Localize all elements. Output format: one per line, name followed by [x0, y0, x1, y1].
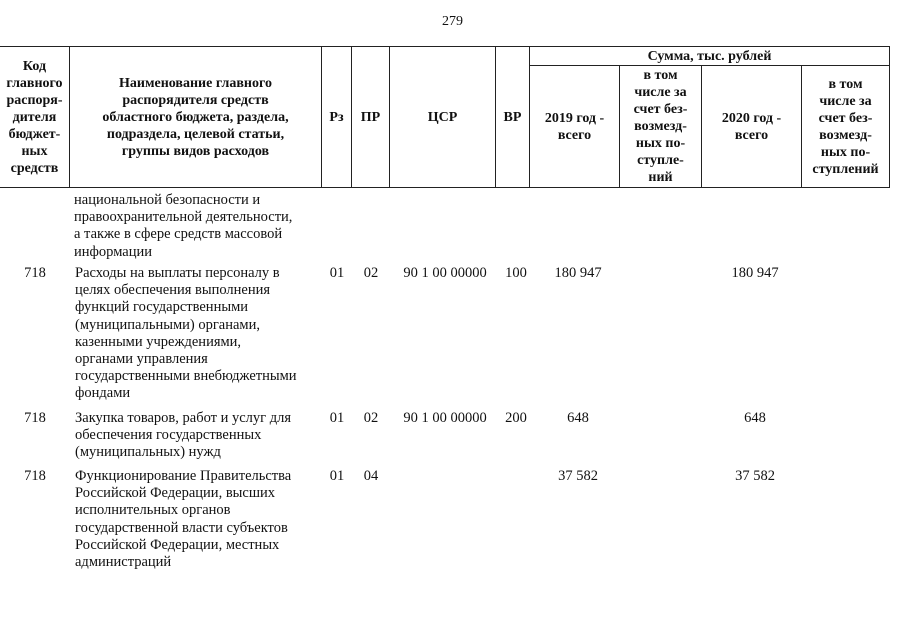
row-code: 718 — [24, 265, 46, 281]
row-2019-total: 180 947 — [554, 265, 602, 281]
row-csr: 90 1 00 00000 — [403, 410, 487, 426]
row-pr: 02 — [363, 265, 379, 281]
row-2019-total: 37 582 — [558, 468, 598, 484]
row-vr: 200 — [505, 410, 527, 426]
row-rz: 01 — [329, 468, 345, 484]
row-code: 718 — [24, 468, 46, 484]
header-vr: ВР — [496, 46, 530, 188]
header-code: Код главного распоря- дителя бюджет- ных средств — [0, 46, 70, 188]
row-2020-total: 180 947 — [731, 265, 779, 281]
header-2019-free: в том числе за счет без- возмезд- ных по- ступле- ний — [620, 66, 702, 188]
header-rz: Рз — [322, 46, 352, 188]
row-csr: 90 1 00 00000 — [403, 265, 487, 281]
header-name: Наименование главного распорядителя средств областного бюджета, раздела, подраздела, целевой статьи, группы видов расходов — [70, 46, 322, 188]
row-name: Закупка товаров, работ и услуг для обеспечения государственных (муниципальных) нужд — [75, 410, 292, 461]
header-2020-free: в том числе за счет без- возмезд- ных по- ступлений — [802, 66, 890, 188]
row-pr: 02 — [363, 410, 379, 426]
header-2020-total: 2020 год - всего — [702, 66, 802, 188]
row-2020-total: 648 — [744, 410, 766, 426]
row-rz: 01 — [329, 410, 345, 426]
row-name: Расходы на выплаты персоналу в целях обеспечения выполнения функций государственными (муниципальными) органами, казенными учреждениями, органами управления государственными внебюджетными фондами — [75, 265, 297, 402]
header-csr: ЦСР — [390, 46, 496, 188]
row-2020-total: 37 582 — [735, 468, 775, 484]
row-rz: 01 — [329, 265, 345, 281]
row-2019-total: 648 — [567, 410, 589, 426]
header-2019-total: 2019 год - всего — [530, 66, 620, 188]
header-pr: ПР — [352, 46, 390, 188]
row-code: 718 — [24, 410, 46, 426]
page-number: 279 — [442, 14, 463, 29]
continuation-text: национальной безопасности и правоохранительной деятельности, а также в сфере средств массовой информации — [74, 192, 293, 260]
row-vr: 100 — [505, 265, 527, 281]
header-sum: Сумма, тыс. рублей — [530, 46, 890, 66]
row-name: Функционирование Правительства Российской Федерации, высших исполнительных органов государственной власти субъектов Российской Федерации, местных администраций — [75, 468, 292, 571]
row-pr: 04 — [363, 468, 379, 484]
